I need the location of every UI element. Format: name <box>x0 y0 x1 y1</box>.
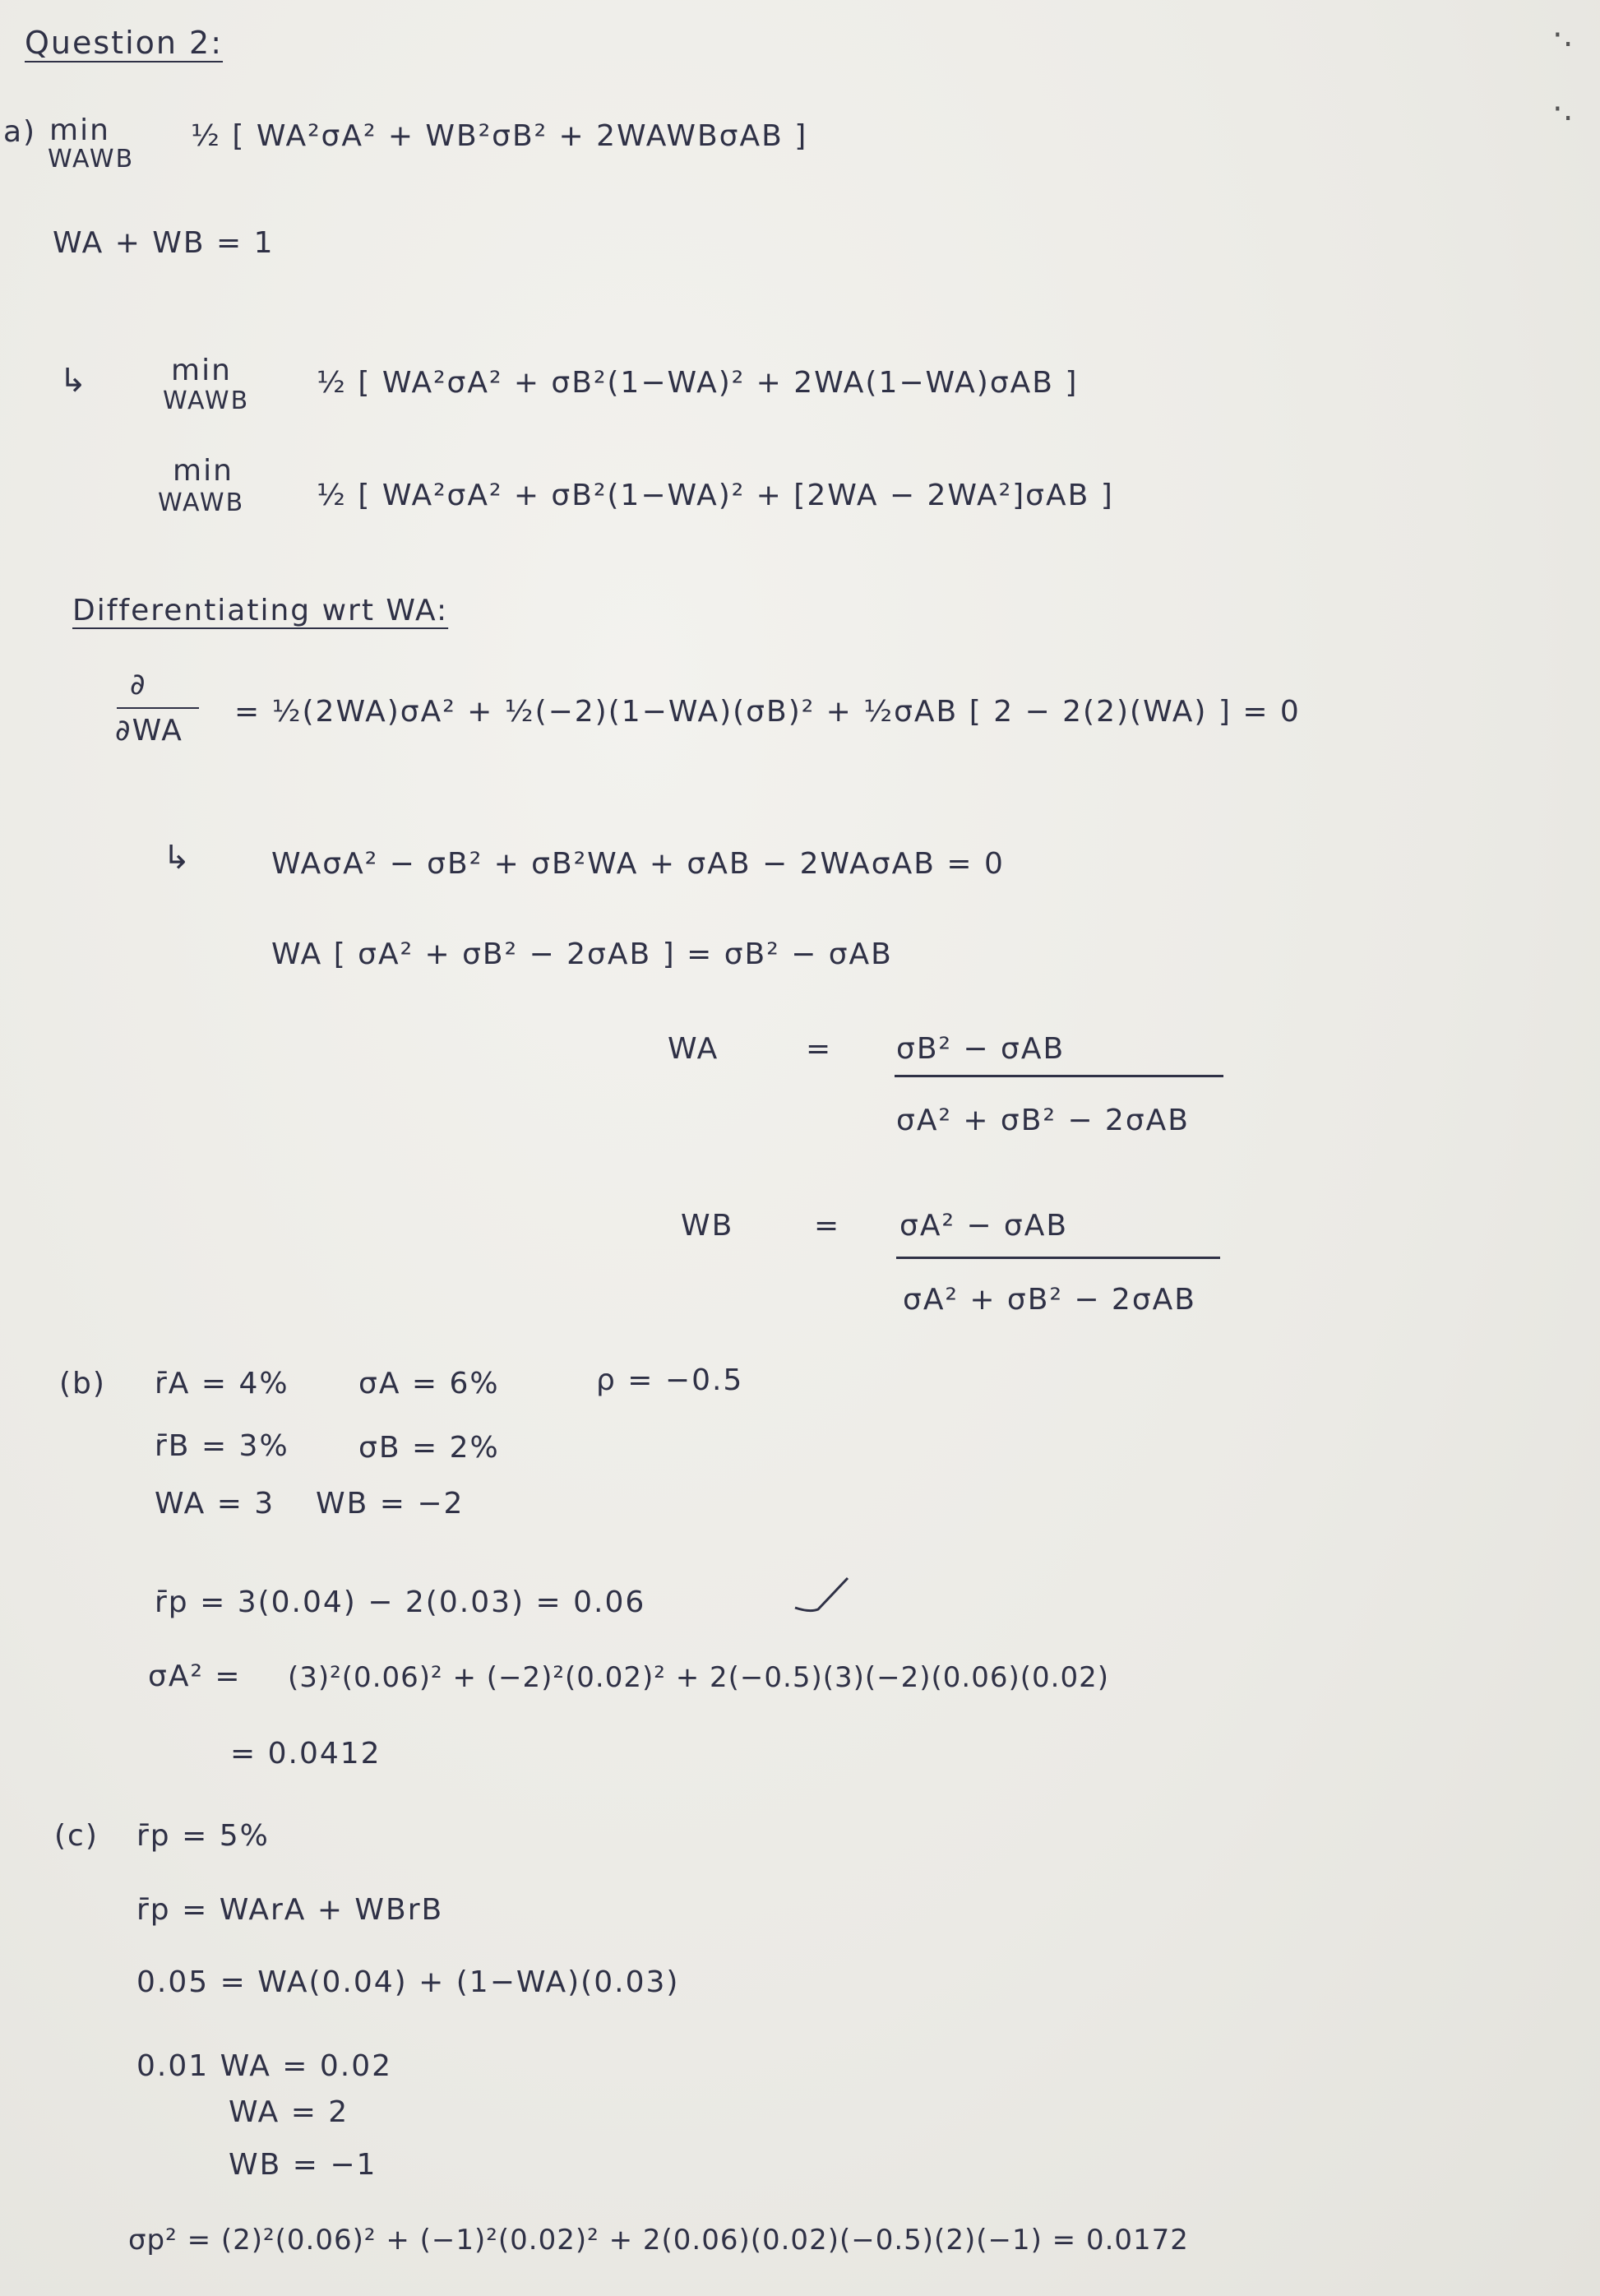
solve-step-1: WAσA² − σB² + σB²WA + σAB − 2WAσAB = 0 <box>271 847 1005 881</box>
wb-numerator: σA² − σAB <box>899 1209 1069 1243</box>
expanded-objective: ½ [ WA²σA² + σB²(1−WA)² + [2WA − 2WA²]σAB ] <box>317 479 1114 512</box>
derivative-numerator: ∂ <box>130 668 147 701</box>
min-label: min <box>173 454 234 488</box>
check-mark-icon <box>793 1575 851 1616</box>
portfolio-variance: σp² = (2)²(0.06)² + (−1)²(0.02)² + 2(0.06)(0.02)(−0.5)(2)(−1) = 0.0172 <box>128 2224 1189 2257</box>
target-return: r̄p = 5% <box>136 1819 270 1853</box>
min-variables: WAWB <box>158 488 245 517</box>
equals-sign: = <box>814 1209 841 1243</box>
objective-function: ½ [ WA²σA² + WB²σB² + 2WAWBσAB ] <box>191 119 808 153</box>
portfolio-return: r̄p = 3(0.04) − 2(0.03) = 0.06 <box>155 1585 646 1619</box>
return-a: r̄A = 4% <box>155 1367 289 1400</box>
weight-constraint: WA + WB = 1 <box>53 226 275 260</box>
weight-a: WA = 3 <box>155 1487 275 1521</box>
return-substitution: 0.05 = WA(0.04) + (1−WA)(0.03) <box>136 1965 680 1999</box>
differentiation-heading: Differentiating wrt WA: <box>72 594 449 627</box>
return-b: r̄B = 3% <box>155 1429 289 1463</box>
part-b-label: (b) <box>59 1367 106 1400</box>
arrow-icon: ↳ <box>163 839 192 877</box>
min-variables: WAWB <box>48 145 135 174</box>
wa-solution: WA = 2 <box>229 2095 349 2129</box>
wb-label: WB <box>681 1209 734 1243</box>
corner-mark: ·. <box>1552 16 1574 54</box>
variance-expression: (3)²(0.06)² + (−2)²(0.02)² + 2(−0.5)(3)(−2)(0.06)(0.02) <box>288 1661 1109 1694</box>
solve-step-2: WA [ σA² + σB² − 2σAB ] = σB² − σAB <box>271 937 893 971</box>
wa-label: WA <box>668 1032 719 1066</box>
wa-denominator: σA² + σB² − 2σAB <box>896 1104 1190 1137</box>
stdev-b: σB = 2% <box>358 1431 500 1465</box>
min-label: min <box>49 113 110 147</box>
variance-result: = 0.0412 <box>230 1737 382 1771</box>
first-order-condition: = ½(2WA)σA² + ½(−2)(1−WA)(σB)² + ½σAB [ 2 − 2(2)(WA) ] = 0 <box>234 695 1301 729</box>
variance-lhs: σA² = <box>148 1660 242 1693</box>
stdev-a: σA = 6% <box>358 1367 500 1400</box>
wa-numerator: σB² − σAB <box>896 1032 1066 1066</box>
min-variables: WAWB <box>163 387 250 415</box>
substituted-objective: ½ [ WA²σA² + σB²(1−WA)² + 2WA(1−WA)σAB ] <box>317 366 1079 400</box>
return-formula: r̄p = WArA + WBrB <box>136 1893 444 1927</box>
equals-sign: = <box>806 1032 833 1066</box>
solve-wa-step: 0.01 WA = 0.02 <box>136 2049 393 2083</box>
wb-denominator: σA² + σB² − 2σAB <box>903 1283 1196 1317</box>
fraction-bar <box>895 1075 1223 1077</box>
fraction-bar <box>117 707 199 709</box>
corner-mark: ·. <box>1552 90 1574 128</box>
derivative-denominator: ∂WA <box>115 714 183 748</box>
weight-b: WB = −2 <box>316 1487 465 1521</box>
part-c-label: (c) <box>54 1819 99 1853</box>
question-heading: Question 2: <box>25 25 224 61</box>
min-label: min <box>171 354 232 387</box>
part-a-label: a) <box>3 115 37 149</box>
wb-solution: WB = −1 <box>229 2148 377 2182</box>
correlation: ρ = −0.5 <box>596 1363 744 1397</box>
arrow-icon: ↳ <box>59 362 89 400</box>
fraction-bar <box>896 1257 1220 1259</box>
